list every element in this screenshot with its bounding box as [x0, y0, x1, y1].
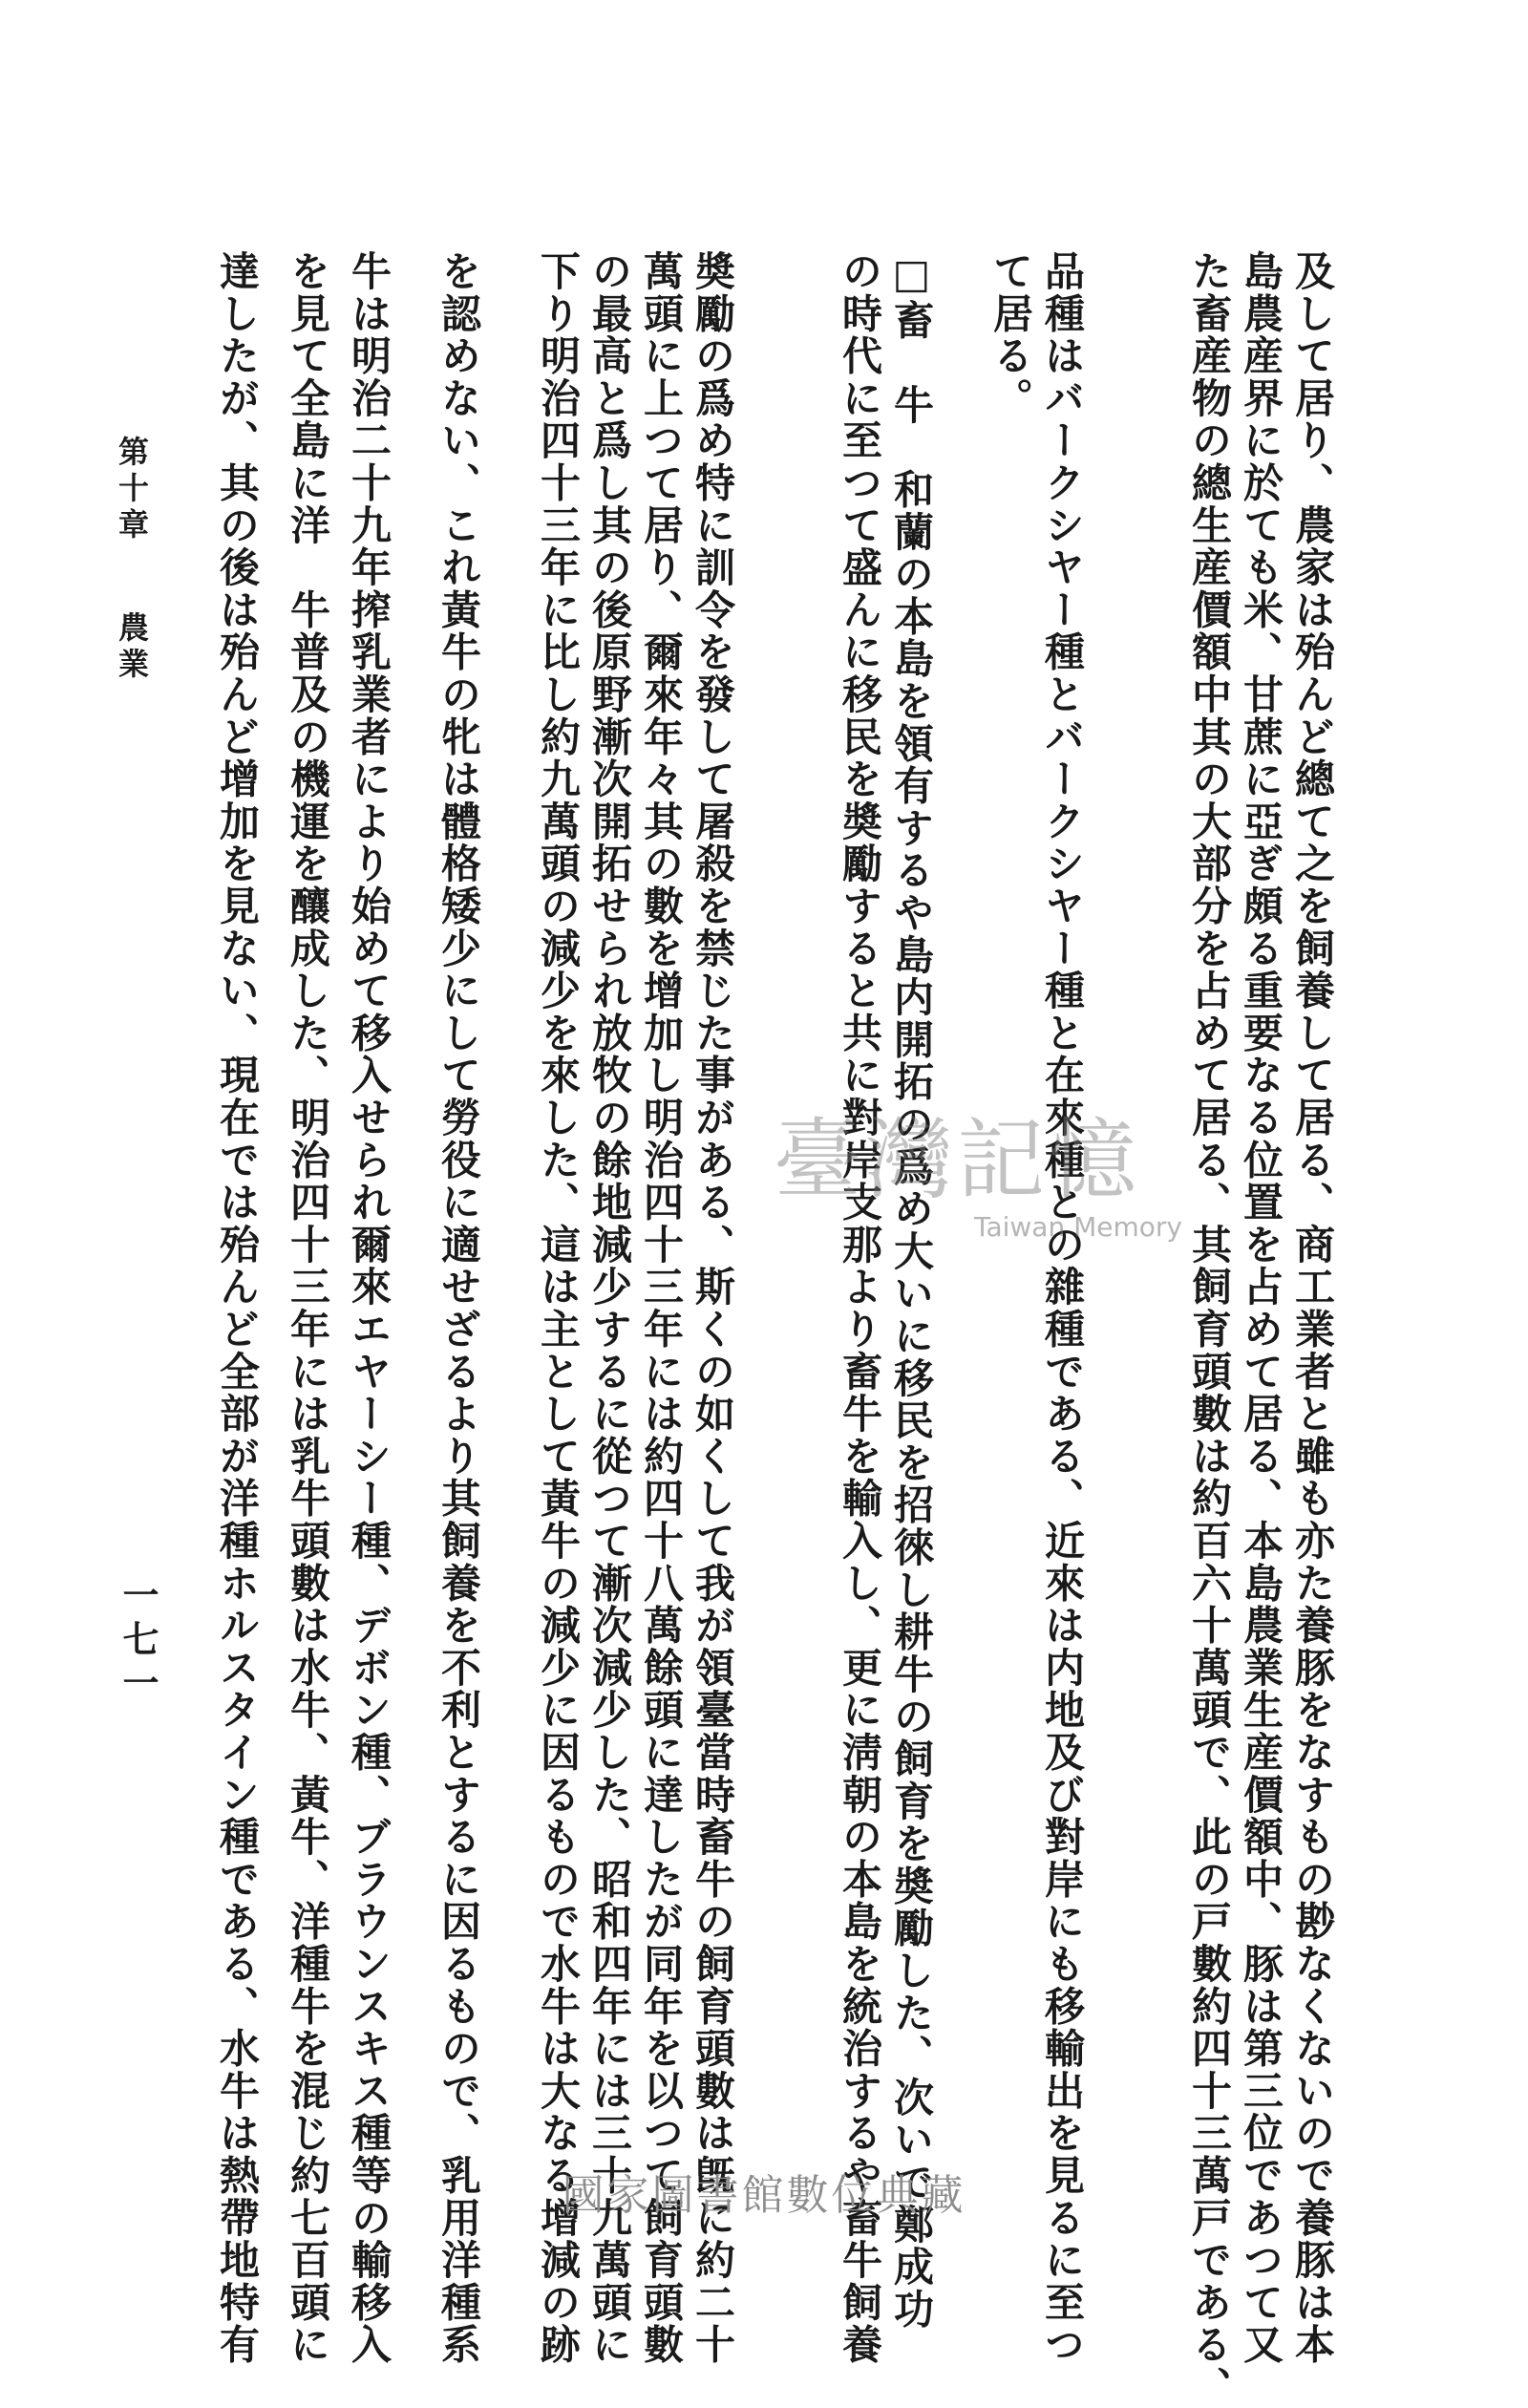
chapter-label: 第十章 [114, 436, 150, 544]
text-column-1: 及して居り、農家は殆んど總て之を飼養して居る、商工業者と雖も亦た養豚をなすもの尠なくないので養豚は本 [1289, 250, 1336, 2366]
text-column-14: を見て全島に洋 牛普及の機運を釀成した、明治四十三年には乳牛頭數は水牛、黃牛、洋種牛を混じ約七百頭に [285, 250, 331, 2366]
text-column-10: の最高と爲し其の後原野漸次開拓せられ放牧の餘地減少するに從つて漸次減少した、昭和四年には三十九萬頭に [586, 250, 633, 2366]
watermark [774, 1108, 1182, 1270]
running-footer [113, 436, 151, 684]
text-column-13: 牛は明治二十九年搾乳業者により始めて移入せられ爾來エヤーシー種、デボン種、ブラウンスキス種等の輸移入 [346, 250, 393, 2366]
section-label: 農業 [114, 611, 150, 684]
page-number: 一七一 [117, 1576, 159, 1708]
text-column-11: 下り明治四十三年に比し約九萬頭の減少を來した、這は主として黃牛の減少に因るもので水牛は大なる增減の跡 [535, 250, 582, 2366]
text-column-4: 品種はバークシヤー種とバークシヤー種と在來種との雜種である、近來は内地及び對岸にも移輸出を見るに至つ [1039, 250, 1086, 2366]
text-column-2: 島農産界に於ても米、甘蔗に亞ぎ頗る重要なる位置を占めて居る、本島農業生産價額中、豚は第三位であつて又 [1238, 250, 1284, 2366]
watermark-chars: 臺灣記憶 [774, 1109, 1141, 1211]
text-column-7: の時代に至つて盛んに移民を奬勵すると共に對岸支那より畜牛を輸入し、更に淸朝の本島を統治するや畜牛飼養 [837, 250, 883, 2366]
library-footer: 國家圖書館數位典藏 [562, 2171, 966, 2220]
watermark-latin: Taiwan Memory [974, 1211, 1182, 1243]
text-column-12: を認めない、これ黃牛の牝は體格矮少にして勞役に適せざるより其飼養を不利とするに因るもので、乳用洋種系 [435, 250, 482, 2366]
text-column-15: 達したが、其の後は殆んど增加を見ない、現在では殆んど全部が洋種ホルスタイン種である、水牛は熱帶地特有 [214, 250, 261, 2366]
text-column-5: て居る。 [987, 250, 1034, 420]
text-column-6: □畜 牛 和蘭の本島を領有するや島内開拓の爲め大いに移民を招徠し耕牛の飼育を奬勵した、次いで鄭成功 [888, 250, 935, 2331]
text-column-3: た畜産物の總生産價額中其の大部分を占めて居る、其飼育頭數は約百六十萬頭で、此の戸數約四十三萬戸である、 [1186, 250, 1233, 2408]
text-column-8: 奬勵の爲め特に訓令を發して屠殺を禁じた事がある、斯くの如くして我が領臺當時畜牛の飼育頭數は旣に約二十 [690, 250, 736, 2366]
text-column-9: 萬頭に上つて居り、爾來年々其の數を增加し明治四十三年には約四十八萬餘頭に達したが同年を以つて飼育頭數 [638, 250, 685, 2366]
